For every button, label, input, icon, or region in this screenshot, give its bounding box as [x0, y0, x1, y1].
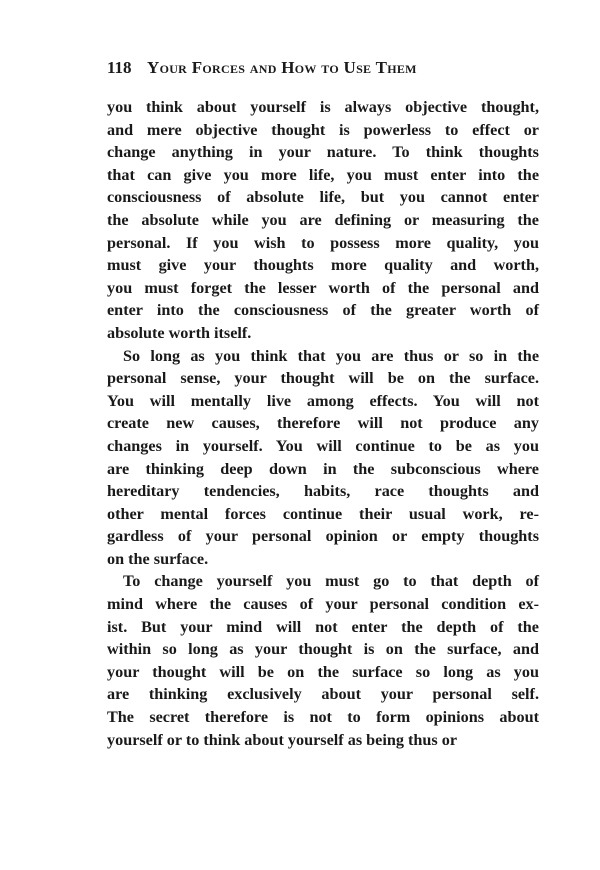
text-line: within so long as your thought is on the surface, and [107, 640, 539, 659]
text-line: You will mentally live among effects. You will not [107, 391, 539, 410]
text-line: personal. If you wish to possess more quality, you [107, 233, 539, 252]
text-line: are thinking exclusively about your personal self. [107, 685, 539, 704]
text-line: hereditary tendencies, habits, race thoughts and [107, 482, 539, 501]
paragraph [107, 570, 539, 751]
text-line: you must forget the lesser worth of the personal and [107, 278, 539, 297]
text-line: and mere objective thought is powerless to effect or [107, 120, 539, 139]
text-line: personal sense, your thought will be on the surface. [107, 369, 539, 388]
text-line: on the surface. [107, 549, 209, 568]
text-line: the absolute while you are defining or measuring the [107, 210, 539, 229]
running-title: Your Forces and How to Use Them [147, 58, 417, 77]
text-line: The secret therefore is not to form opinions about [107, 708, 539, 727]
book-page [107, 58, 539, 751]
text-line: mind where the causes of your personal condition ex- [107, 595, 539, 614]
text-line: change anything in your nature. To think thoughts [107, 143, 539, 162]
page-header [107, 58, 539, 90]
paragraph [107, 96, 539, 345]
text-line: ist. But your mind will not enter the depth of the [107, 617, 539, 636]
text-line: your thought will be on the surface so long as you [107, 662, 539, 681]
page-body [107, 96, 539, 751]
text-line: that can give you more life, you must enter into the [107, 165, 539, 184]
text-line: So long as you think that you are thus or so in the [123, 346, 539, 365]
text-line: gardless of your personal opinion or empty thoughts [107, 527, 539, 546]
text-line: enter into the consciousness of the greater worth of [107, 301, 539, 320]
text-line: are thinking deep down in the subconscious where [107, 459, 539, 478]
text-line: create new causes, therefore will not produce any [107, 414, 539, 433]
text-line: absolute worth itself. [107, 323, 252, 342]
text-line: you think about yourself is always objective thought, [107, 98, 539, 116]
text-line: consciousness of absolute life, but you cannot enter [107, 188, 539, 207]
text-line: must give your thoughts more quality and worth, [107, 256, 539, 275]
page-number: 118 [107, 58, 132, 77]
text-line: yourself or to think about yourself as being thus or [107, 730, 458, 749]
paragraph [107, 345, 539, 571]
text-line: other mental forces continue their usual work, re- [107, 504, 539, 523]
text-line: changes in yourself. You will continue to be as you [107, 436, 539, 455]
text-line: To change yourself you must go to that depth of [123, 572, 539, 591]
